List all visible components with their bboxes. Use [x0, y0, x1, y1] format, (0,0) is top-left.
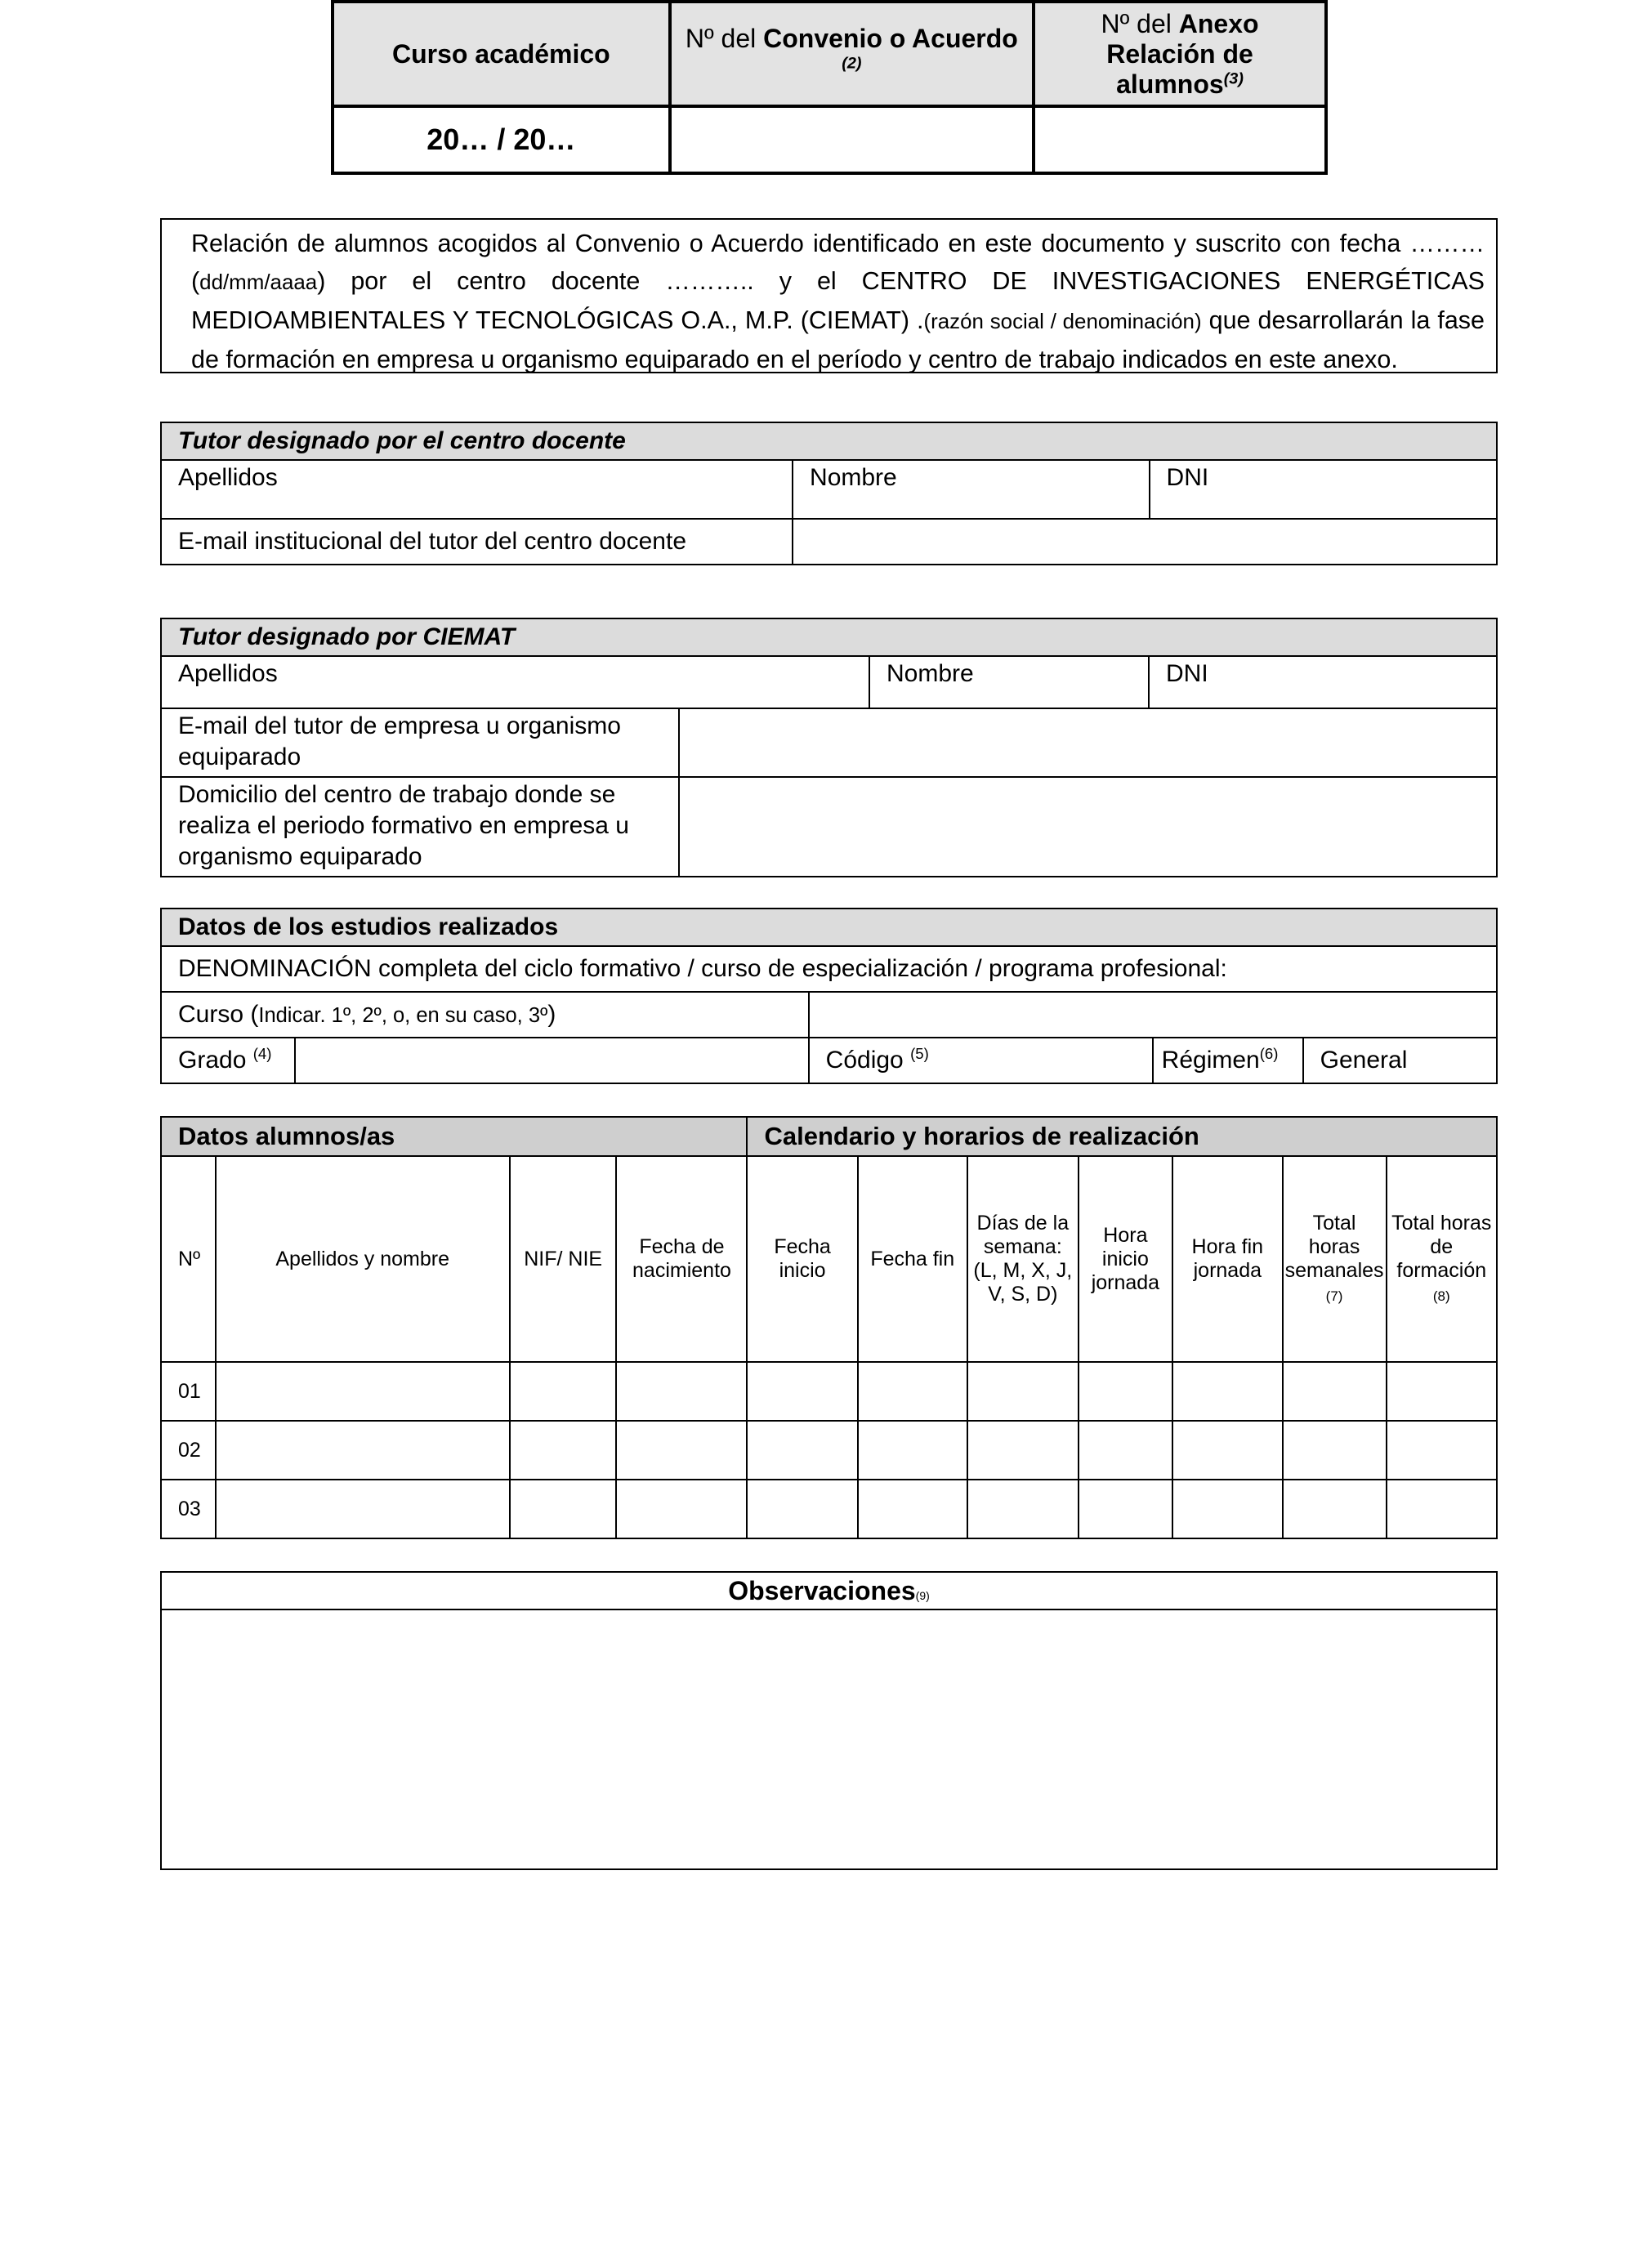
cell[interactable] — [1387, 1421, 1497, 1480]
cell[interactable] — [1079, 1362, 1172, 1421]
tutor-ciemat-domicilio-label: Domicilio del centro de trabajo donde se realiza el periodo formativo en empresa u organismo equiparado — [161, 777, 679, 877]
row-number: 02 — [161, 1421, 216, 1480]
convenio-header: Nº del Convenio o Acuerdo $^{(2)}$ — [670, 2, 1034, 106]
col-fecha-inicio: Fecha inicio — [747, 1156, 857, 1362]
cell[interactable] — [747, 1421, 857, 1480]
estudios-grado-field[interactable] — [295, 1038, 809, 1083]
alumnos-title: Datos alumnos/as — [161, 1117, 747, 1156]
cell[interactable] — [967, 1480, 1079, 1538]
tutor-ciemat-email-label: E-mail del tutor de empresa u organismo equiparado — [161, 708, 679, 777]
cell[interactable] — [616, 1480, 747, 1538]
col-fecha-nacimiento: Fecha de nacimiento — [616, 1156, 747, 1362]
tutor-centro-apellidos[interactable]: Apellidos — [161, 460, 793, 519]
cell[interactable] — [616, 1421, 747, 1480]
tutor-ciemat-domicilio-field[interactable] — [679, 777, 1497, 877]
observaciones-field[interactable] — [161, 1609, 1497, 1869]
anexo-value[interactable] — [1034, 106, 1326, 173]
col-total-horas-semanales: Total horas semanales (7) — [1283, 1156, 1387, 1362]
cell[interactable] — [1172, 1480, 1283, 1538]
cell[interactable] — [216, 1362, 510, 1421]
cell[interactable] — [1283, 1362, 1387, 1421]
tutor-ciemat-table — [160, 618, 1498, 877]
row-number: 03 — [161, 1480, 216, 1538]
curso-academico-value[interactable]: 20… / 20… — [333, 106, 670, 173]
tutor-centro-email-field[interactable] — [793, 519, 1497, 565]
anexo-header: Nº del Anexo Relación de alumnos$^{(3)}$ — [1034, 2, 1326, 106]
cell[interactable] — [1172, 1421, 1283, 1480]
col-fecha-fin: Fecha fin — [858, 1156, 967, 1362]
tutor-ciemat-nombre[interactable]: Nombre — [869, 656, 1149, 708]
estudios-curso-field[interactable] — [809, 992, 1497, 1038]
tutor-ciemat-title: Tutor designado por CIEMAT — [161, 618, 1497, 656]
cell[interactable] — [1283, 1421, 1387, 1480]
observaciones-title: Observaciones(9) — [161, 1572, 1497, 1609]
cell[interactable] — [510, 1362, 617, 1421]
convenio-value[interactable] — [670, 106, 1034, 173]
col-dias-semana: Días de la semana: (L, M, X, J, V, S, D) — [967, 1156, 1079, 1362]
cell[interactable] — [747, 1480, 857, 1538]
estudios-title: Datos de los estudios realizados — [161, 909, 1497, 946]
cell[interactable] — [1079, 1480, 1172, 1538]
table-row — [161, 1421, 1497, 1480]
tutor-ciemat-apellidos[interactable]: Apellidos — [161, 656, 869, 708]
cell[interactable] — [858, 1362, 967, 1421]
tutor-centro-email-label: E-mail institucional del tutor del centro docente — [161, 519, 793, 565]
observaciones-table — [160, 1571, 1498, 1870]
tutor-centro-table — [160, 422, 1498, 565]
cell[interactable] — [1172, 1362, 1283, 1421]
curso-academico-header: Curso académico — [333, 2, 670, 106]
cell[interactable] — [216, 1421, 510, 1480]
tutor-ciemat-email-field[interactable] — [679, 708, 1497, 777]
col-hora-fin: Hora fin jornada — [1172, 1156, 1283, 1362]
col-hora-inicio: Hora inicio jornada — [1079, 1156, 1172, 1362]
col-apellidos-nombre: Apellidos y nombre — [216, 1156, 510, 1362]
tutor-ciemat-dni[interactable]: DNI — [1149, 656, 1497, 708]
estudios-codigo-label[interactable]: Código $^{(5)}$ — [809, 1038, 1153, 1083]
estudios-grado-label: Grado $^{(4)}$ — [161, 1038, 295, 1083]
cell[interactable] — [747, 1362, 857, 1421]
row-number: 01 — [161, 1362, 216, 1421]
calendario-title: Calendario y horarios de realización — [747, 1117, 1497, 1156]
cell[interactable] — [1079, 1421, 1172, 1480]
col-nif-nie: NIF/ NIE — [510, 1156, 617, 1362]
estudios-table — [160, 908, 1498, 1084]
estudios-denominacion[interactable]: DENOMINACIÓN completa del ciclo formativo / curso de especialización / programa profesional: — [161, 946, 1497, 992]
alumnos-table — [160, 1116, 1498, 1539]
cell[interactable] — [1387, 1362, 1497, 1421]
estudios-curso-label: Curso (Indicar. 1º, 2º, o, en su caso, 3º) — [161, 992, 809, 1038]
tutor-centro-title: Tutor designado por el centro docente — [161, 422, 1497, 460]
cell[interactable] — [1283, 1480, 1387, 1538]
tutor-centro-nombre[interactable]: Nombre — [793, 460, 1150, 519]
cell[interactable] — [858, 1480, 967, 1538]
cell[interactable] — [510, 1480, 617, 1538]
cell[interactable] — [1387, 1480, 1497, 1538]
cell[interactable] — [858, 1421, 967, 1480]
estudios-regimen-value[interactable]: General — [1303, 1038, 1497, 1083]
header-table — [331, 0, 1328, 175]
cell[interactable] — [510, 1421, 617, 1480]
table-row — [161, 1480, 1497, 1538]
cell[interactable] — [216, 1480, 510, 1538]
table-row — [161, 1362, 1497, 1421]
cell[interactable] — [967, 1362, 1079, 1421]
estudios-regimen-label: Régimen$^{(6)}$ — [1153, 1038, 1303, 1083]
cell[interactable] — [967, 1421, 1079, 1480]
col-total-horas-formacion: Total horas de formación (8) — [1387, 1156, 1497, 1362]
col-no: Nº — [161, 1156, 216, 1362]
relacion-paragraph: Relación de alumnos acogidos al Convenio o Acuerdo identificado en este documento y suscrito con fecha ………(dd/mm/aaaa) por el centro docente ……….. y el CENTRO DE INVESTIGACIONES ENERGÉTICAS MEDIOAMBIENTALES Y TECNOLÓGICAS O.A., M.P. (CIEMAT) .(razón social / denominación) que desarrollarán la fase de formación en empresa u organismo equiparado en el período y centro de trabajo indicados en este anexo. — [160, 218, 1498, 373]
tutor-centro-dni[interactable]: DNI — [1150, 460, 1497, 519]
cell[interactable] — [616, 1362, 747, 1421]
